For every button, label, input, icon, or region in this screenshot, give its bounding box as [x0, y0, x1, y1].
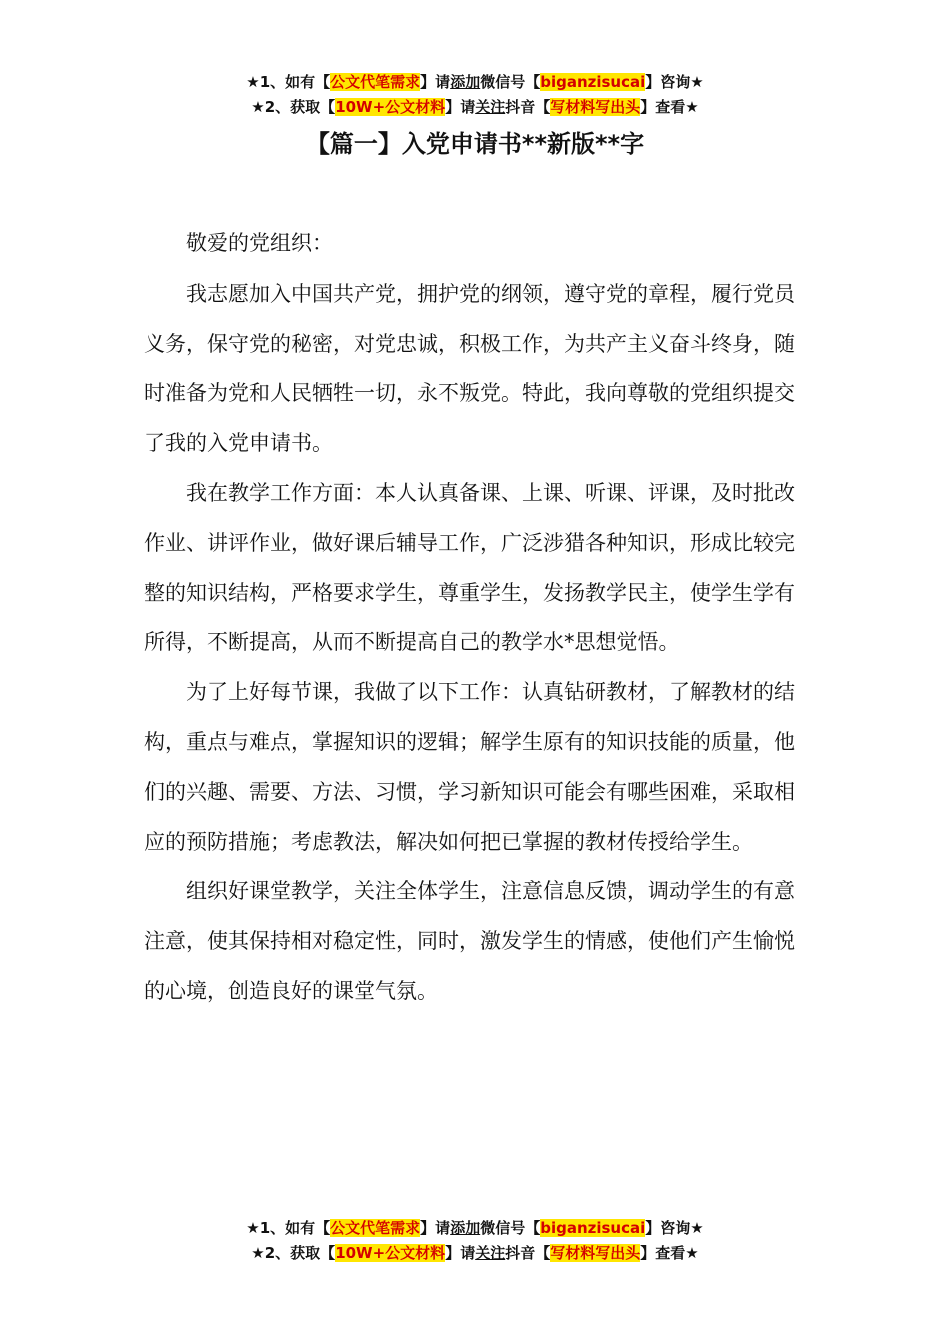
footer-banner	[0, 1216, 950, 1266]
banner-line-1	[0, 70, 950, 95]
header-banner	[0, 70, 950, 120]
banner-text: 微信号【	[480, 1219, 541, 1237]
highlight-text: 10W+公文材料	[335, 98, 446, 116]
banner-text: ★2、获取【	[251, 1244, 336, 1262]
underlined-text: 添加	[450, 73, 481, 91]
underlined-text: 关注	[475, 1244, 506, 1262]
banner-text: 】请	[445, 98, 476, 116]
banner-text: 】查看★	[640, 1244, 699, 1262]
highlight-text: 10W+公文材料	[335, 1244, 446, 1262]
document-body	[144, 219, 804, 1017]
banner-text: ★1、如有【	[246, 1219, 331, 1237]
document-title: 【篇一】入党申请书**新版**字	[305, 130, 645, 158]
banner-text: 】请	[420, 1219, 451, 1237]
underlined-text: 关注	[475, 98, 506, 116]
banner-text: 】咨询★	[645, 73, 704, 91]
banner-line-1	[0, 1216, 950, 1241]
highlight-text: 公文代笔需求	[330, 1219, 421, 1237]
banner-line-2	[0, 1241, 950, 1266]
highlight-text: biganzisucai	[540, 73, 646, 91]
highlight-text: 公文代笔需求	[330, 73, 421, 91]
paragraph: 组织好课堂教学，关注全体学生，注意信息反馈，调动学生的有意注意，使其保持相对稳定性，同时，激发学生的情感，使他们产生愉悦的心境，创造良好的课堂气氛。	[144, 879, 795, 1003]
paragraph: 为了上好每节课，我做了以下工作：认真钻研教材，了解教材的结构，重点与难点，掌握知识的逻辑；解学生原有的知识技能的质量，他们的兴趣、需要、方法、习惯，学习新知识可能会有哪些困难，采取相应的预防措施；考虑教法，解决如何把已掌握的教材传授给学生。	[144, 680, 795, 854]
banner-text: ★1、如有【	[246, 73, 331, 91]
banner-line-2	[0, 95, 950, 120]
paragraph: 我志愿加入中国共产党，拥护党的纲领，遵守党的章程，履行党员义务，保守党的秘密，对党忠诚，积极工作，为共产主义奋斗终身，随时准备为党和人民牺牲一切，永不叛党。特此，我向尊敬的党组织提交了我的入党申请书。	[144, 281, 795, 456]
banner-text: 微信号【	[480, 73, 541, 91]
banner-text: 】请	[445, 1244, 476, 1262]
banner-text: ★2、获取【	[251, 98, 336, 116]
banner-text: 抖音【	[505, 1244, 551, 1262]
banner-text: 】查看★	[640, 98, 699, 116]
underlined-text: 添加	[450, 1219, 481, 1237]
salutation: 敬爱的党组织：	[186, 231, 333, 255]
banner-text: 】咨询★	[645, 1219, 704, 1237]
paragraph: 我在教学工作方面：本人认真备课、上课、听课、评课，及时批改作业、讲评作业，做好课后辅导工作，广泛涉猎各种知识，形成比较完整的知识结构，严格要求学生，尊重学生，发扬教学民主，使学生学有所得，不断提高，从而不断提高自己的教学水*思想觉悟。	[144, 480, 795, 655]
highlight-text: 写材料写出头	[550, 1244, 641, 1262]
banner-text: 抖音【	[505, 98, 551, 116]
banner-text: 】请	[420, 73, 451, 91]
highlight-text: 写材料写出头	[550, 98, 641, 116]
highlight-text: biganzisucai	[540, 1219, 646, 1237]
